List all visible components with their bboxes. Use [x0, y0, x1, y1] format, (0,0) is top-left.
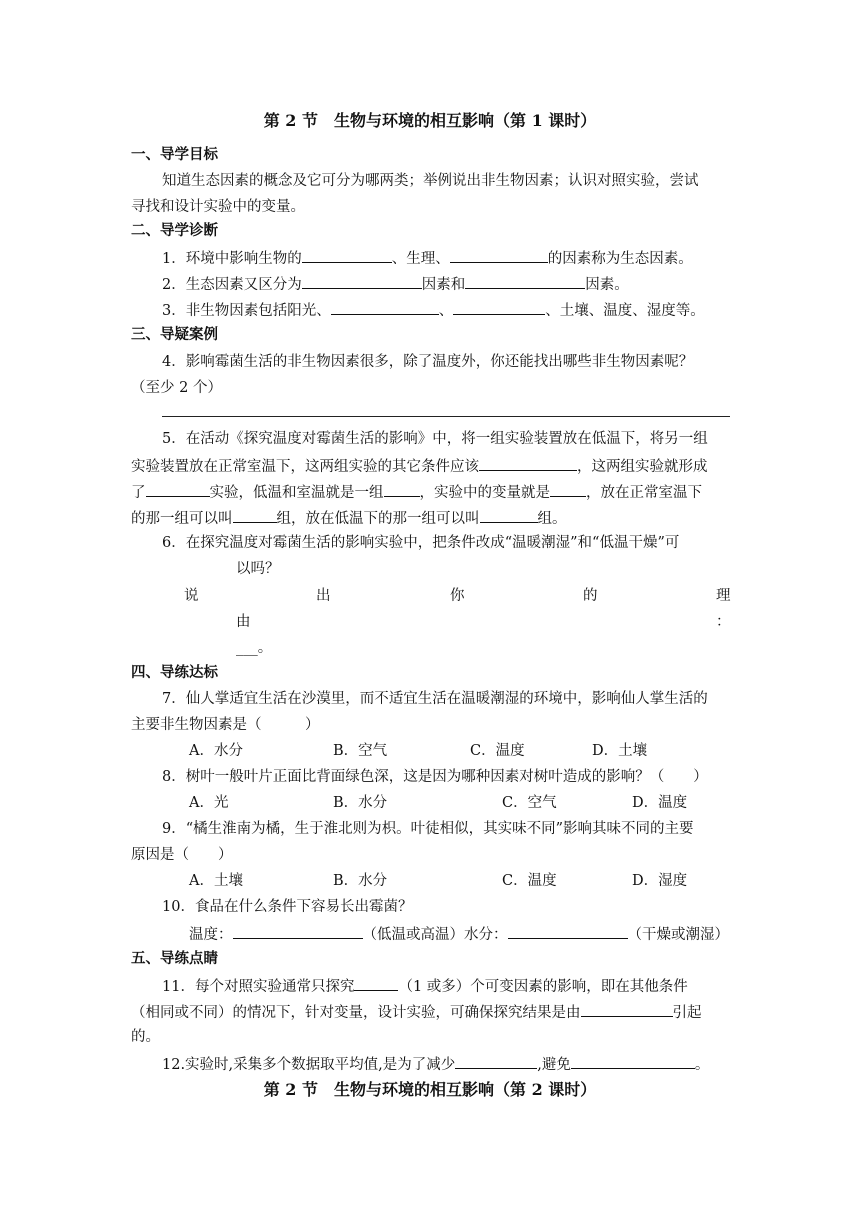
page-title: 第 2 节 生物与环境的相互影响（第 1 课时） — [263, 111, 597, 130]
answer-blank[interactable] — [479, 455, 577, 471]
answer-blank[interactable] — [146, 481, 210, 497]
answer-blank[interactable] — [550, 481, 586, 497]
question-5-line1: 5．在活动《探究温度对霉菌生活的影响》中，将一组实验装置放在低温下，将另一组 — [162, 431, 708, 447]
question-6-word: 说 — [184, 588, 199, 604]
question-9-line2: 原因是（ ） — [131, 847, 233, 863]
q7-option-a[interactable]: A．水分 — [189, 743, 243, 759]
question-6-end[interactable]: ___。 — [236, 640, 273, 656]
question-3: 3．非生物因素包括阳光、 、 、土壤、温度、湿度等。 — [162, 299, 860, 321]
answer-blank[interactable] — [450, 247, 548, 263]
answer-blank[interactable] — [384, 481, 420, 497]
answer-blank[interactable] — [233, 923, 363, 939]
section-heading-key-points: 五、导练点睛 — [131, 950, 218, 967]
question-10-line1: 10．食品在什么条件下容易长出霉菌？ — [162, 899, 413, 915]
q9-option-d[interactable]: D．湿度 — [632, 873, 688, 889]
next-section-title: 第 2 节 生物与环境的相互影响（第 2 课时） — [263, 1080, 597, 1099]
q7-option-d[interactable]: D．土壤 — [592, 743, 648, 759]
q8-option-c[interactable]: C．空气 — [502, 795, 557, 811]
question-6-word: 由 — [236, 614, 251, 630]
question-8-line1: 8．树叶一般叶片正面比背面绿色深，这是因为哪种因素对树叶造成的影响？（ ） — [162, 769, 708, 785]
answer-blank[interactable] — [480, 507, 538, 523]
answer-blank[interactable] — [302, 247, 392, 263]
question-6-word: 理 — [716, 588, 731, 604]
answer-blank[interactable] — [453, 299, 545, 315]
question-6-word: 的 — [583, 588, 598, 604]
question-11-line1: 11．每个对照实验通常只探究 （1 或多）个可变因素的影响，即在其他条件 — [162, 975, 860, 997]
section-heading-cases: 三、导疑案例 — [131, 326, 218, 343]
question-4-line2: （至少 2 个） — [131, 380, 222, 396]
q9-option-c[interactable]: C．温度 — [502, 873, 557, 889]
question-1: 1．环境中影响生物的 、生理、 的因素称为生态因素。 — [162, 247, 860, 269]
answer-blank[interactable] — [455, 1053, 537, 1069]
question-11-line3: 的。 — [131, 1029, 160, 1045]
question-4-line1: 4．影响霉菌生活的非生物因素很多，除了温度外，你还能找出哪些非生物因素呢？ — [162, 354, 694, 370]
question-2: 2．生态因素又区分为 因素和 因素。 — [162, 273, 860, 295]
answer-blank[interactable] — [331, 299, 439, 315]
question-5-line3: 了 实验，低温和室温就是一组 ，实验中的变量就是 ，放在正常室温下 — [131, 481, 860, 503]
answer-blank[interactable] — [508, 923, 628, 939]
question-12: 12.实验时,采集多个数据取平均值,是为了减少 ,避免 。 — [162, 1053, 860, 1075]
q8-option-b[interactable]: B．水分 — [333, 795, 388, 811]
answer-blank[interactable] — [465, 273, 585, 289]
answer-blank[interactable] — [571, 1053, 695, 1069]
question-11-line2: （相同或不同）的情况下，针对变量，设计实验，可确保探究结果是由 引起 — [131, 1001, 860, 1023]
answer-line[interactable] — [162, 416, 730, 417]
answer-blank[interactable] — [354, 975, 398, 991]
answer-blank[interactable] — [302, 273, 422, 289]
question-5-line2: 实验装置放在正常室温下，这两组实验的其它条件应该 ，这两组实验就形成 — [131, 455, 860, 477]
question-6-word: 你 — [450, 588, 465, 604]
q9-option-b[interactable]: B．水分 — [333, 873, 388, 889]
goals-text-line2: 寻找和设计实验中的变量。 — [131, 199, 305, 215]
question-9-line1: 9．“橘生淮南为橘，生于淮北则为枳。叶徒相似，其实味不同”影响其味不同的主要 — [162, 821, 694, 837]
q9-option-a[interactable]: A．土壤 — [189, 873, 243, 889]
section-heading-practice: 四、导练达标 — [131, 664, 218, 681]
question-7-line1: 7．仙人掌适宜生活在沙漠里，而不适宜生活在温暖潮湿的环境中，影响仙人掌生活的 — [162, 691, 708, 707]
section-heading-diagnosis: 二、导学诊断 — [131, 222, 218, 239]
question-7-line2: 主要非生物因素是（ ） — [131, 717, 320, 733]
q8-option-d[interactable]: D．温度 — [632, 795, 688, 811]
question-5-line4: 的那一组可以叫 组，放在低温下的那一组可以叫 组。 — [131, 507, 860, 529]
question-6-word: 出 — [316, 588, 331, 604]
question-6-line1: 6．在探究温度对霉菌生活的影响实验中，把条件改成“温暖潮湿”和“低温干燥”可 — [162, 535, 680, 551]
q7-option-c[interactable]: C．温度 — [470, 743, 525, 759]
answer-blank[interactable] — [581, 1001, 673, 1017]
q7-option-b[interactable]: B．空气 — [333, 743, 388, 759]
question-6-word: ： — [716, 614, 731, 630]
answer-blank[interactable] — [233, 507, 277, 523]
q8-option-a[interactable]: A．光 — [189, 795, 229, 811]
question-6-line2: 以吗？ — [236, 561, 280, 577]
question-10-line2: 温度： （低温或高温）水分： （干燥或潮湿） — [189, 923, 860, 945]
section-heading-goals: 一、导学目标 — [131, 146, 218, 163]
goals-text-line1: 知道生态因素的概念及它可分为哪两类；举例说出非生物因素；认识对照实验，尝试 — [162, 173, 699, 189]
